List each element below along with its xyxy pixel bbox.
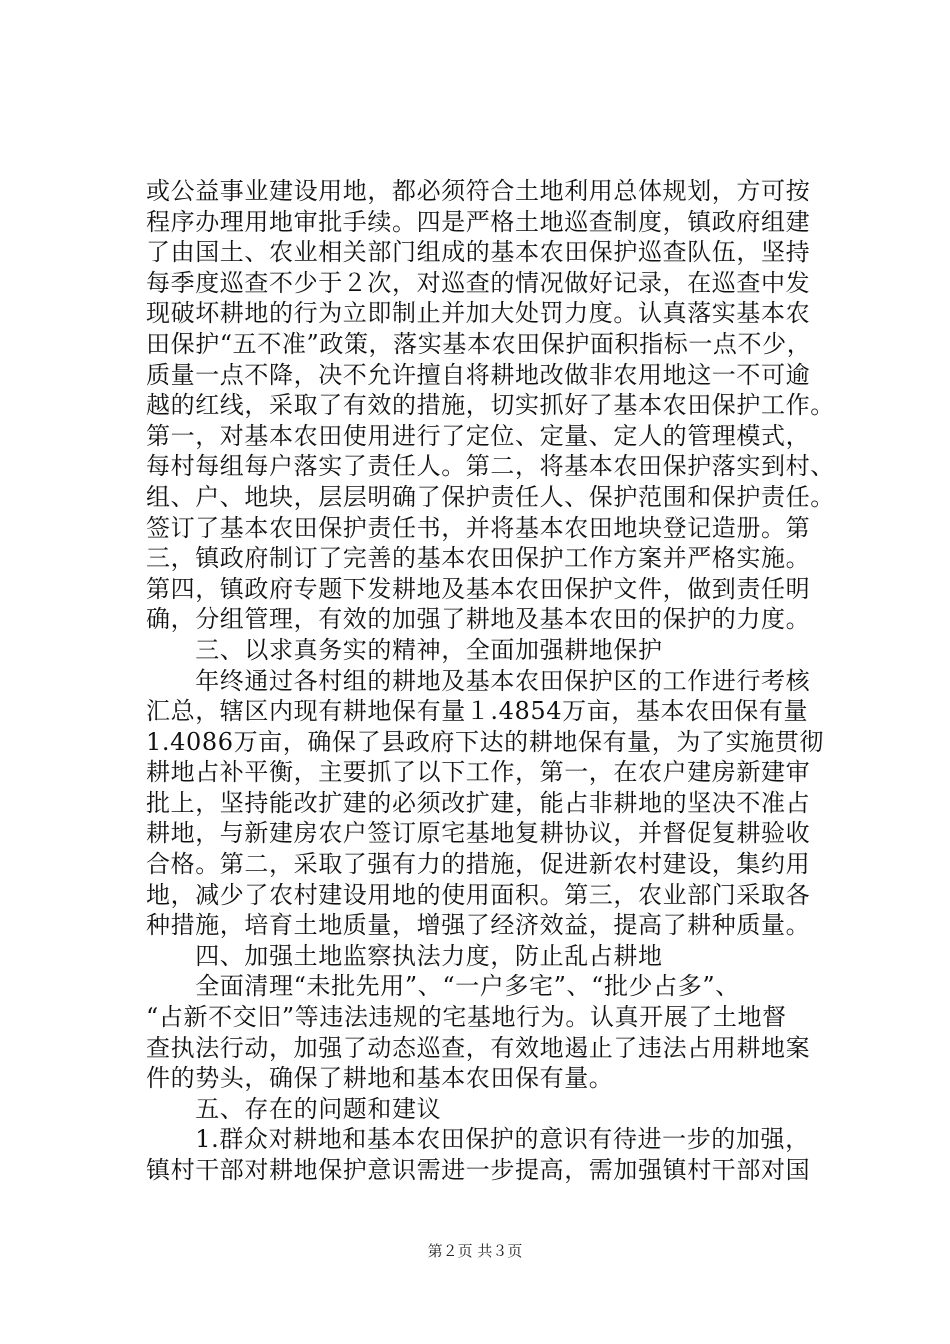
text-line: 全面清理“未批先用”、“一户多宅”、“批少占多”、 xyxy=(146,972,740,1001)
text-line: 查执法行动，加强了动态巡查，有效地遏止了违法占用耕地案 xyxy=(146,1033,811,1062)
text-line: 地，减少了农村建设用地的使用面积。第三，农业部门采取各 xyxy=(146,880,811,909)
text-line: 每村每组每户落实了责任人。第二，将基本农田保护落实到村、 xyxy=(146,452,835,481)
text-line: 组、户、地块，层层明确了保护责任人、保护范围和保护责任。 xyxy=(146,482,835,511)
text-line: 耕地占补平衡，主要抓了以下工作，第一，在农户建房新建审 xyxy=(146,758,811,787)
text-line: 第四，镇政府专题下发耕地及基本农田保护文件，做到责任明 xyxy=(146,574,811,603)
text-line: 质量一点不降，决不允许擅自将耕地改做非农用地这一不可逾 xyxy=(146,360,811,389)
text-line: 程序办理用地审批手续。四是严格土地巡查制度，镇政府组建 xyxy=(146,207,811,236)
text-line: 1.4086万亩，确保了县政府下达的耕地保有量，为了实施贯彻 xyxy=(146,727,824,756)
text-line: 批上，坚持能改扩建的必须改扩建，能占非耕地的坚决不准占 xyxy=(146,788,811,817)
text-line: 年终通过各村组的耕地及基本农田保护区的工作进行考核 xyxy=(146,666,811,695)
section-heading: 三、以求真务实的精神，全面加强耕地保护 xyxy=(146,635,663,664)
text-line: 现破坏耕地的行为立即制止并加大处罚力度。认真落实基本农 xyxy=(146,299,811,328)
section-heading: 五、存在的问题和建议 xyxy=(146,1094,442,1123)
text-line: 合格。第二，采取了强有力的措施，促进新农村建设，集约用 xyxy=(146,850,811,879)
text-line: 了由国土、农业相关部门组成的基本农田保护巡查队伍，坚持 xyxy=(146,238,811,267)
text-line: 或公益事业建设用地，都必须符合土地利用总体规划，方可按 xyxy=(146,177,811,205)
text-line: 镇村干部对耕地保护意识需进一步提高，需加强镇村干部对国 xyxy=(146,1156,811,1184)
body-text xyxy=(146,176,835,1186)
text-line: 越的红线，采取了有效的措施，切实抓好了基本农田保护工作。 xyxy=(146,391,835,420)
text-line: 签订了基本农田保护责任书，并将基本农田地块登记造册。第 xyxy=(146,513,811,542)
text-line: 件的势头，确保了耕地和基本农田保有量。 xyxy=(146,1064,614,1093)
text-line: 1.群众对耕地和基本农田保护的意识有待进一步的加强， xyxy=(146,1125,810,1154)
text-line: 三，镇政府制订了完善的基本农田保护工作方案并严格实施。 xyxy=(146,544,811,573)
text-line: 确，分组管理，有效的加强了耕地及基本农田的保护的力度。 xyxy=(146,605,811,634)
section-heading: 四、加强土地监察执法力度，防止乱占耕地 xyxy=(146,941,663,970)
text-line: 第一，对基本农田使用进行了定位、定量、定人的管理模式， xyxy=(146,421,811,450)
text-line: 耕地，与新建房农户签订原宅基地复耕协议，并督促复耕验收 xyxy=(146,819,811,848)
text-line: 汇总，辖区内现有耕地保有量１.4854万亩，基本农田保有量 xyxy=(146,697,809,726)
text-line: “占新不交旧”等违法违规的宅基地行为。认真开展了土地督 xyxy=(146,1003,787,1032)
page-number-footer: 第２页 共３页 xyxy=(427,1242,523,1260)
text-line: 种措施，培育土地质量，增强了经济效益，提高了耕种质量。 xyxy=(146,911,811,940)
text-line: 田保护“五不准”政策，落实基本农田保护面积指标一点不少， xyxy=(146,329,812,358)
text-line: 每季度巡查不少于２次，对巡查的情况做好记录，在巡查中发 xyxy=(146,268,811,297)
